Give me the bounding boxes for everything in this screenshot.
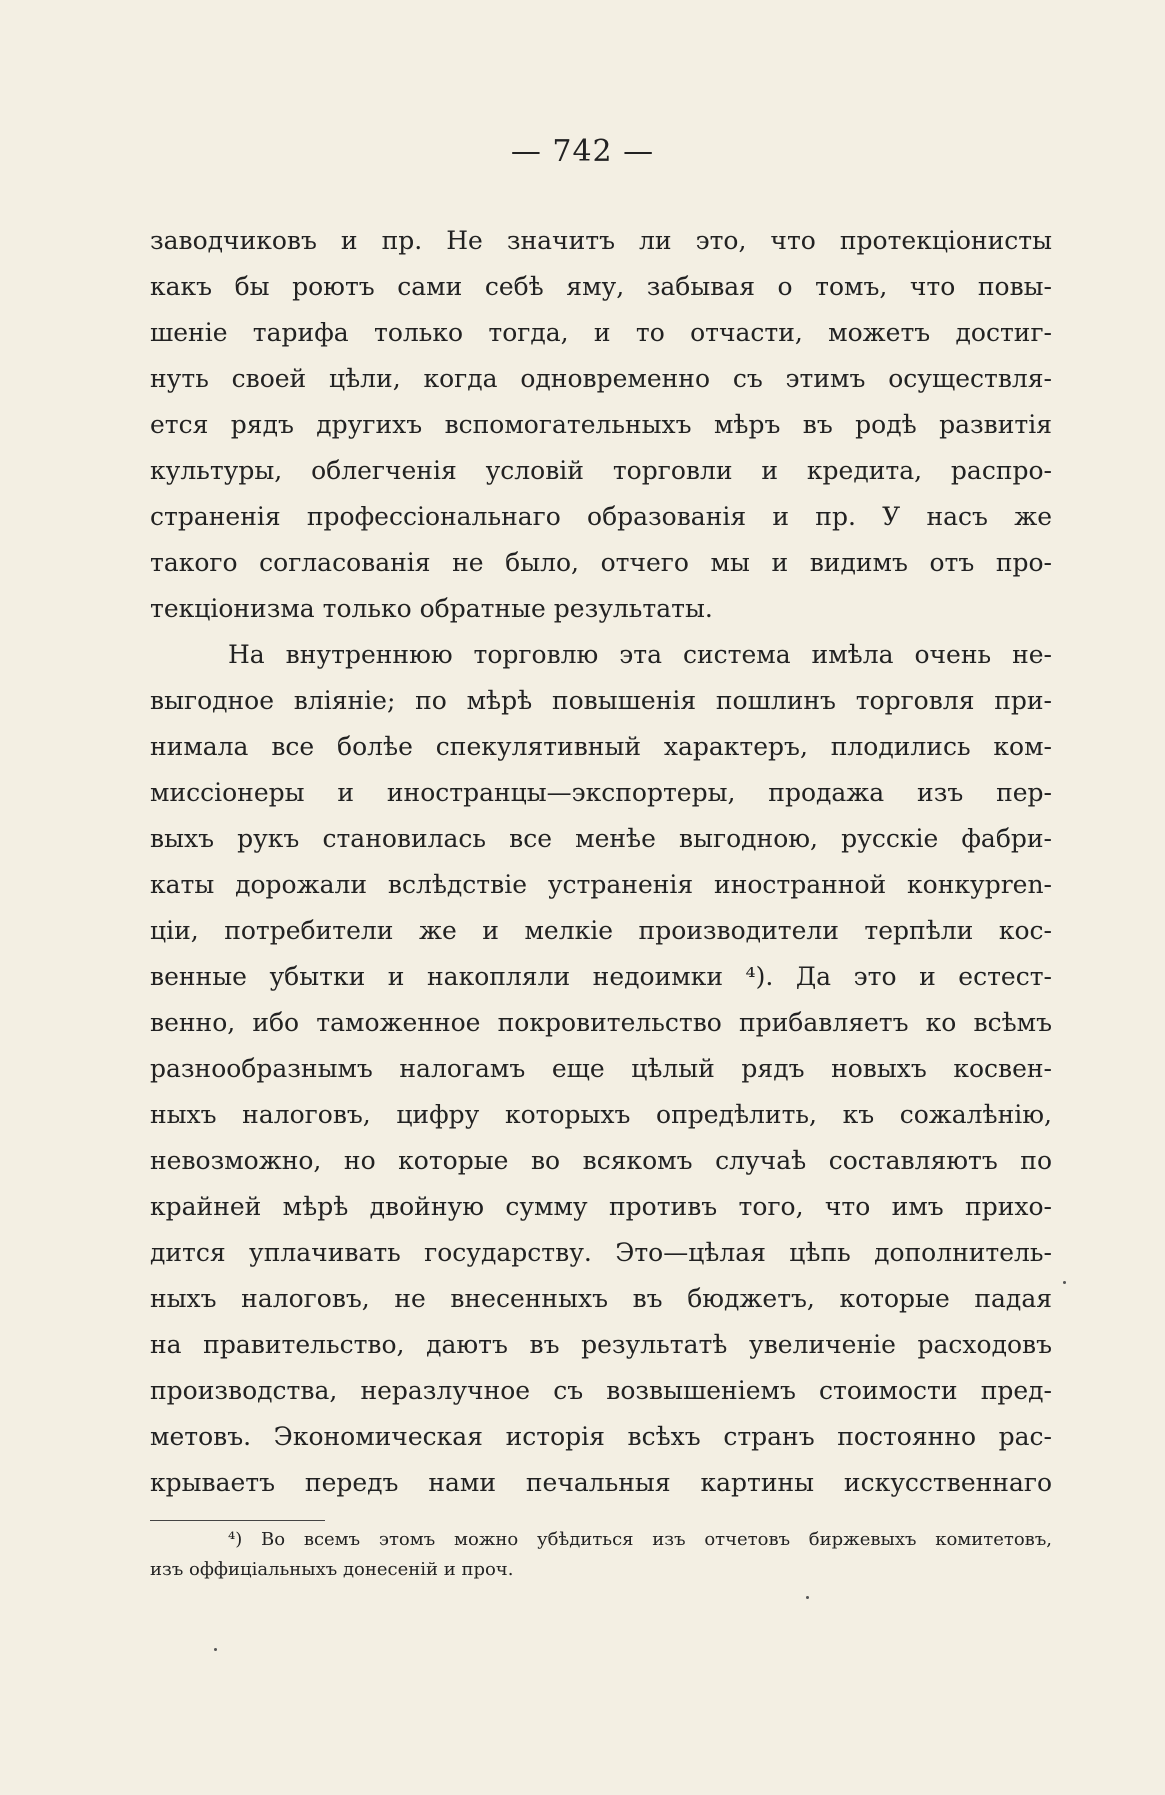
text-line: выгодное вліяніе; по мѣрѣ повышенія пошлинъ торговля при- (150, 686, 1052, 715)
text-line: ныхъ налоговъ, цифру которыхъ опредѣлить, къ сожалѣнію, (150, 1100, 1052, 1129)
text-line: какъ бы роютъ сами себѣ яму, забывая о томъ, что повы- (150, 272, 1052, 301)
print-speck (214, 1648, 217, 1651)
text-line: шеніе тарифа только тогда, и то отчасти, можетъ достиг- (150, 318, 1052, 347)
text-line: венные убытки и накопляли недоимки ⁴). Да это и естест- (150, 962, 1052, 991)
text-line: ется рядъ другихъ вспомогательныхъ мѣръ въ родѣ развитія (150, 410, 1052, 439)
text-line: производства, неразлучное съ возвышеніемъ стоимости пред- (150, 1376, 1052, 1405)
footnote-divider (150, 1520, 325, 1521)
text-line: дится уплачивать государству. Это—цѣлая цѣпь дополнитель- (150, 1238, 1052, 1267)
footnote-line: изъ оффиціальныхъ донесеній и проч. (150, 1559, 514, 1580)
text-line: крываетъ передъ нами печальныя картины искусственнаго (150, 1468, 1052, 1497)
footnote-line: ⁴) Во всемъ этомъ можно убѣдиться изъ отчетовъ биржевыхъ комитетовъ, (228, 1529, 1052, 1550)
text-line: На внутреннюю торговлю эта система имѣла очень не- (228, 640, 1052, 669)
text-line: каты дорожали вслѣдствіе устраненія иностранной конкурren- (150, 870, 1052, 899)
text-line: нуть своей цѣли, когда одновременно съ этимъ осуществля- (150, 364, 1052, 393)
text-line: на правительство, даютъ въ результатѣ увеличеніе расходовъ (150, 1330, 1052, 1359)
text-line: разнообразнымъ налогамъ еще цѣлый рядъ новыхъ косвен- (150, 1054, 1052, 1083)
text-line: миссіонеры и иностранцы—экспортеры, продажа изъ пер- (150, 778, 1052, 807)
text-line: венно, ибо таможенное покровительство прибавляетъ ко всѣмъ (150, 1008, 1052, 1037)
text-line: нимала все болѣе спекулятивный характеръ, плодились ком- (150, 732, 1052, 761)
text-line: культуры, облегченія условій торговли и кредита, распро- (150, 456, 1052, 485)
text-line: текціонизма только обратные результаты. (150, 594, 713, 623)
footnotes (150, 1525, 1052, 1585)
text-line: заводчиковъ и пр. Не значитъ ли это, что протекціонисты (150, 226, 1052, 255)
body-text (150, 218, 1052, 1506)
page-number: — 742 — (510, 134, 655, 169)
text-line: крайней мѣрѣ двойную сумму противъ того, что имъ прихо- (150, 1192, 1052, 1221)
text-line: такого согласованія не было, отчего мы и видимъ отъ про- (150, 548, 1052, 577)
print-speck (806, 1596, 809, 1599)
text-line: метовъ. Экономическая исторія всѣхъ странъ постоянно рас- (150, 1422, 1052, 1451)
text-line: ціи, потребители же и мелкіе производители терпѣли кос- (150, 916, 1052, 945)
text-line: невозможно, но которые во всякомъ случаѣ составляютъ по (150, 1146, 1052, 1175)
text-line: ныхъ налоговъ, не внесенныхъ въ бюджетъ, которые падая (150, 1284, 1052, 1313)
text-line: выхъ рукъ становилась все менѣе выгодною, русскіе фабри- (150, 824, 1052, 853)
text-line: страненія профессіональнаго образованія и пр. У насъ же (150, 502, 1052, 531)
print-speck (1063, 1281, 1066, 1284)
